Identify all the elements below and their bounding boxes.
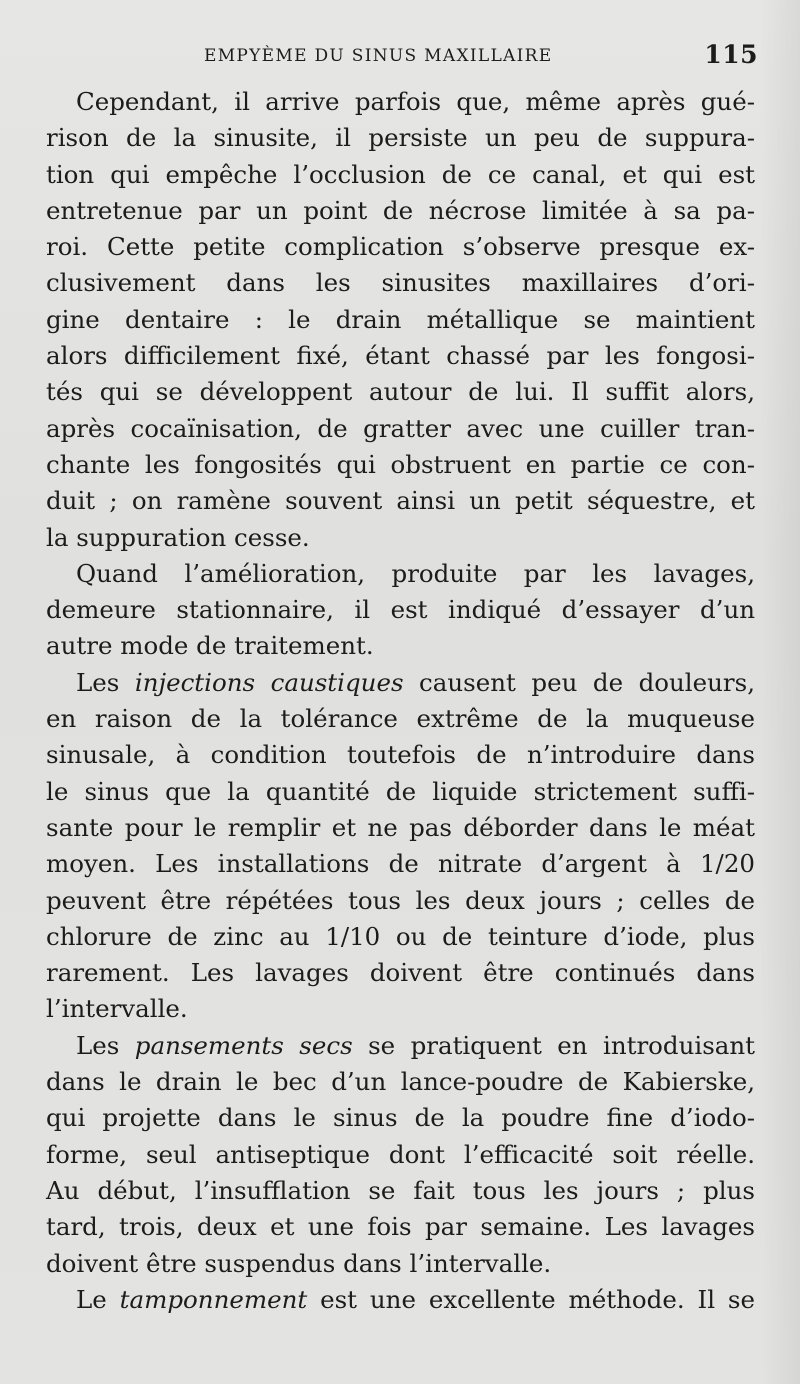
body-text — [46, 84, 755, 1318]
italic-term: injections caustiques — [134, 667, 404, 697]
text-line — [46, 120, 755, 156]
text-run: dans le drain le bec d’un lance-poudre de Kabierske, — [46, 1067, 755, 1097]
text-line — [46, 374, 755, 410]
text-run: sinusale, à condition toutefois de n’introduire dans — [46, 740, 755, 770]
text-run: Les — [76, 1030, 135, 1060]
text-line — [46, 1028, 755, 1064]
text-line — [46, 919, 755, 955]
text-run: rarement. Les lavages doivent être continués dans — [46, 958, 755, 988]
running-title: EMPYÈME DU SINUS MAXILLAIRE — [204, 46, 553, 66]
text-run: après cocaïnisation, de gratter avec une cuiller tran- — [46, 413, 755, 443]
text-run: entretenue par un point de nécrose limitée à sa pa- — [46, 195, 755, 225]
text-line — [46, 411, 755, 447]
text-run: causent peu de douleurs, — [403, 667, 755, 697]
text-run: chante les fongosités qui obstruent en partie ce con- — [46, 449, 755, 479]
text-line — [46, 737, 755, 773]
text-line — [46, 1246, 755, 1282]
text-line — [46, 1282, 755, 1318]
text-run: en raison de la tolérance extrême de la muqueuse — [46, 704, 755, 734]
text-run: moyen. Les installations de nitrate d’argent à 1/20 — [46, 849, 755, 879]
page-edge-shadow — [760, 0, 800, 1384]
text-line — [46, 338, 755, 374]
text-line — [46, 84, 755, 120]
text-line — [46, 1137, 755, 1173]
text-line — [46, 447, 755, 483]
text-run: duit ; on ramène souvent ainsi un petit séquestre, et — [46, 486, 755, 516]
text-run: peuvent être répétées tous les deux jours ; celles de — [46, 885, 755, 915]
text-line — [46, 701, 755, 737]
text-run: doivent être suspendus dans l’intervalle. — [46, 1248, 552, 1278]
text-run: se pratiquent en introduisant — [352, 1030, 756, 1060]
text-line — [46, 774, 755, 810]
text-line — [46, 665, 755, 701]
text-line — [46, 229, 755, 265]
text-line — [46, 265, 755, 301]
text-run: roi. Cette petite complication s’observe presque ex- — [46, 232, 755, 262]
text-run: l’intervalle. — [46, 994, 188, 1024]
text-line — [46, 302, 755, 338]
text-run: demeure stationnaire, il est indiqué d’essayer d’un — [46, 595, 755, 625]
text-run: Les — [76, 667, 135, 697]
text-run: gine dentaire : le drain métallique se maintient — [46, 304, 755, 334]
italic-term: tamponnement — [119, 1284, 308, 1314]
italic-term: pansements secs — [134, 1030, 353, 1060]
text-line — [46, 955, 755, 991]
text-line — [46, 1100, 755, 1136]
text-line — [46, 810, 755, 846]
text-run: tion qui empêche l’occlusion de ce canal, et qui est — [46, 159, 755, 189]
text-run: rison de la sinusite, il persiste un peu de suppura- — [46, 123, 755, 153]
text-line — [46, 1173, 755, 1209]
text-run: Au début, l’insufflation se fait tous les jours ; plus — [46, 1175, 755, 1205]
running-head — [0, 40, 800, 74]
text-run: forme, seul antiseptique dont l’efficacité soit réelle. — [46, 1139, 755, 1169]
text-line — [46, 1064, 755, 1100]
page-number: 115 — [704, 40, 758, 69]
text-run: est une excellente méthode. Il se — [307, 1284, 755, 1314]
text-run: Le — [76, 1284, 120, 1314]
text-run: tard, trois, deux et une fois par semaine. Les lavages — [46, 1212, 755, 1242]
text-line — [46, 556, 755, 592]
text-run: autre mode de traitement. — [46, 631, 374, 661]
text-run: qui projette dans le sinus de la poudre fine d’iodo- — [46, 1103, 755, 1133]
text-line — [46, 592, 755, 628]
text-line — [46, 883, 755, 919]
text-run: la suppuration cesse. — [46, 522, 310, 552]
text-run: chlorure de zinc au 1/10 ou de teinture d’iode, plus — [46, 921, 755, 951]
text-line — [46, 193, 755, 229]
text-line — [46, 991, 755, 1027]
text-line — [46, 483, 755, 519]
text-run: clusivement dans les sinusites maxillaires d’ori- — [46, 268, 755, 298]
text-run: Cependant, il arrive parfois que, même après gué- — [76, 87, 755, 116]
text-line — [46, 846, 755, 882]
text-run: le sinus que la quantité de liquide strictement suffi- — [46, 776, 755, 806]
text-line — [46, 520, 755, 556]
text-run: sante pour le remplir et ne pas déborder dans le méat — [46, 812, 755, 842]
text-line — [46, 628, 755, 664]
text-run: tés qui se développent autour de lui. Il suffit alors, — [46, 377, 755, 407]
text-run: Quand l’amélioration, produite par les lavages, — [76, 558, 755, 588]
text-line — [46, 157, 755, 193]
text-run: alors difficilement fixé, étant chassé par les fongosi- — [46, 341, 755, 371]
text-line — [46, 1209, 755, 1245]
